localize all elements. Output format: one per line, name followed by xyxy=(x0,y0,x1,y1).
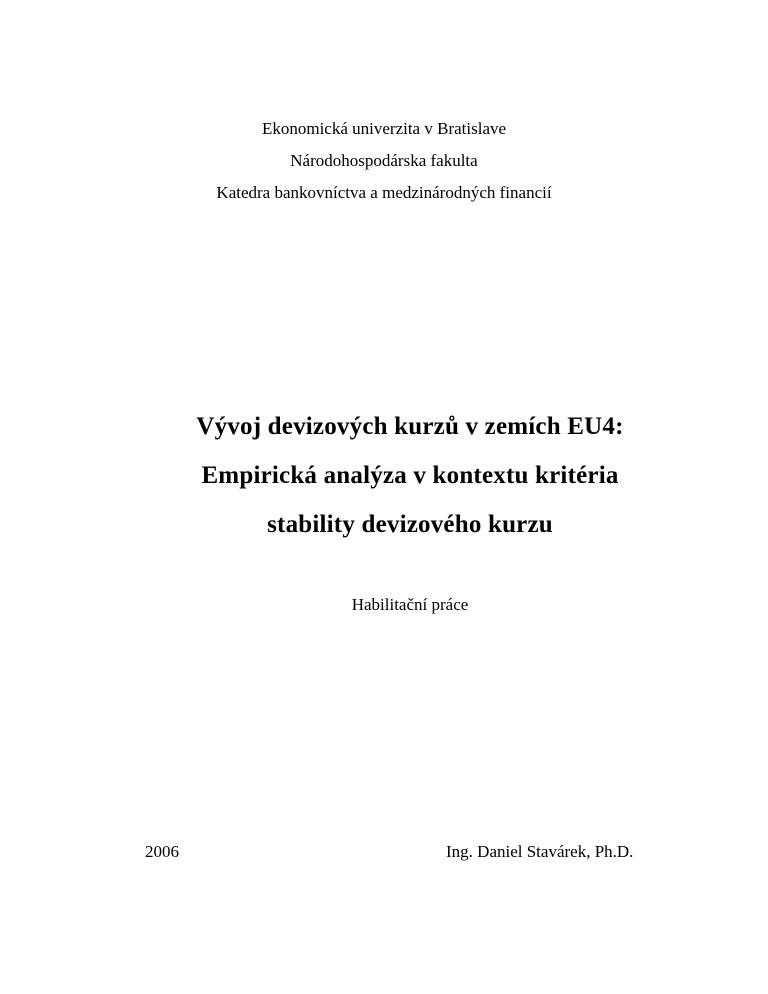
university-name: Ekonomická univerzita v Bratislave xyxy=(261,119,507,138)
department-name: Katedra bankovníctva a medzinárodných financií xyxy=(216,183,552,202)
thesis-title-line-1: Vývoj devizových kurzů v zemích EU4: xyxy=(196,413,624,440)
thesis-title-line-2: Empirická analýza v kontextu kritéria xyxy=(201,462,619,489)
thesis-title-line-3: stability devizového kurzu xyxy=(267,511,553,538)
document-type: Habilitační práce xyxy=(351,595,469,614)
faculty-name: Národohospodárska fakulta xyxy=(290,151,478,170)
publication-year: 2006 xyxy=(145,842,179,861)
author-name: Ing. Daniel Stavárek, Ph.D. xyxy=(446,842,634,861)
